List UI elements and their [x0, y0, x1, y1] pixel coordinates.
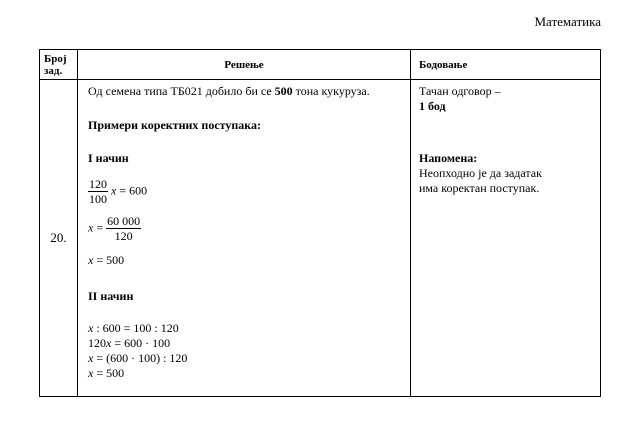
method2-heading: II начин	[88, 289, 134, 303]
method1-equation-2: x = $\frac{60 000}{120}$	[88, 214, 141, 243]
note-line-1: Неопходно је да задатак	[419, 166, 542, 180]
method2-line-1: x : 600 = 100 : 120	[88, 321, 179, 335]
note-line-2: има коректан поступак.	[419, 181, 540, 195]
subject-header: Математика	[534, 14, 601, 29]
solution-intro: Од семена типа ТБ021 добило би се 500 тона кукуруза.	[88, 84, 370, 98]
header-solution: Решење	[78, 50, 411, 80]
grading-table	[39, 49, 601, 397]
fraction: $\frac{120}{100}$	[89, 177, 107, 206]
answer-points: 1 бод	[419, 99, 446, 113]
examples-heading: Примери коректних поступака:	[88, 118, 262, 132]
answer-label: Тачан одговор –	[419, 84, 501, 98]
fraction: $\frac{60 000}{120}$	[107, 214, 141, 243]
method1-equation-1: $\frac{120}{100}$ x = 600	[89, 177, 148, 206]
table-header-row	[40, 50, 601, 80]
method1-equation-3: x = 500	[88, 253, 125, 267]
note-heading: Напомена:	[419, 151, 478, 165]
method1-heading: I начин	[88, 151, 129, 165]
task-number: 20.	[40, 80, 78, 397]
header-points: Бодовање	[411, 50, 601, 80]
header-number: Број зад.	[40, 50, 78, 80]
method2-line-2: 120x = 600 · 100	[88, 336, 171, 350]
method2-line-3: x = (600 · 100) : 120	[88, 351, 188, 365]
points-cell	[411, 80, 601, 397]
table-row	[40, 80, 601, 397]
solution-cell	[78, 80, 411, 397]
method2-line-4: x = 500	[88, 366, 125, 380]
